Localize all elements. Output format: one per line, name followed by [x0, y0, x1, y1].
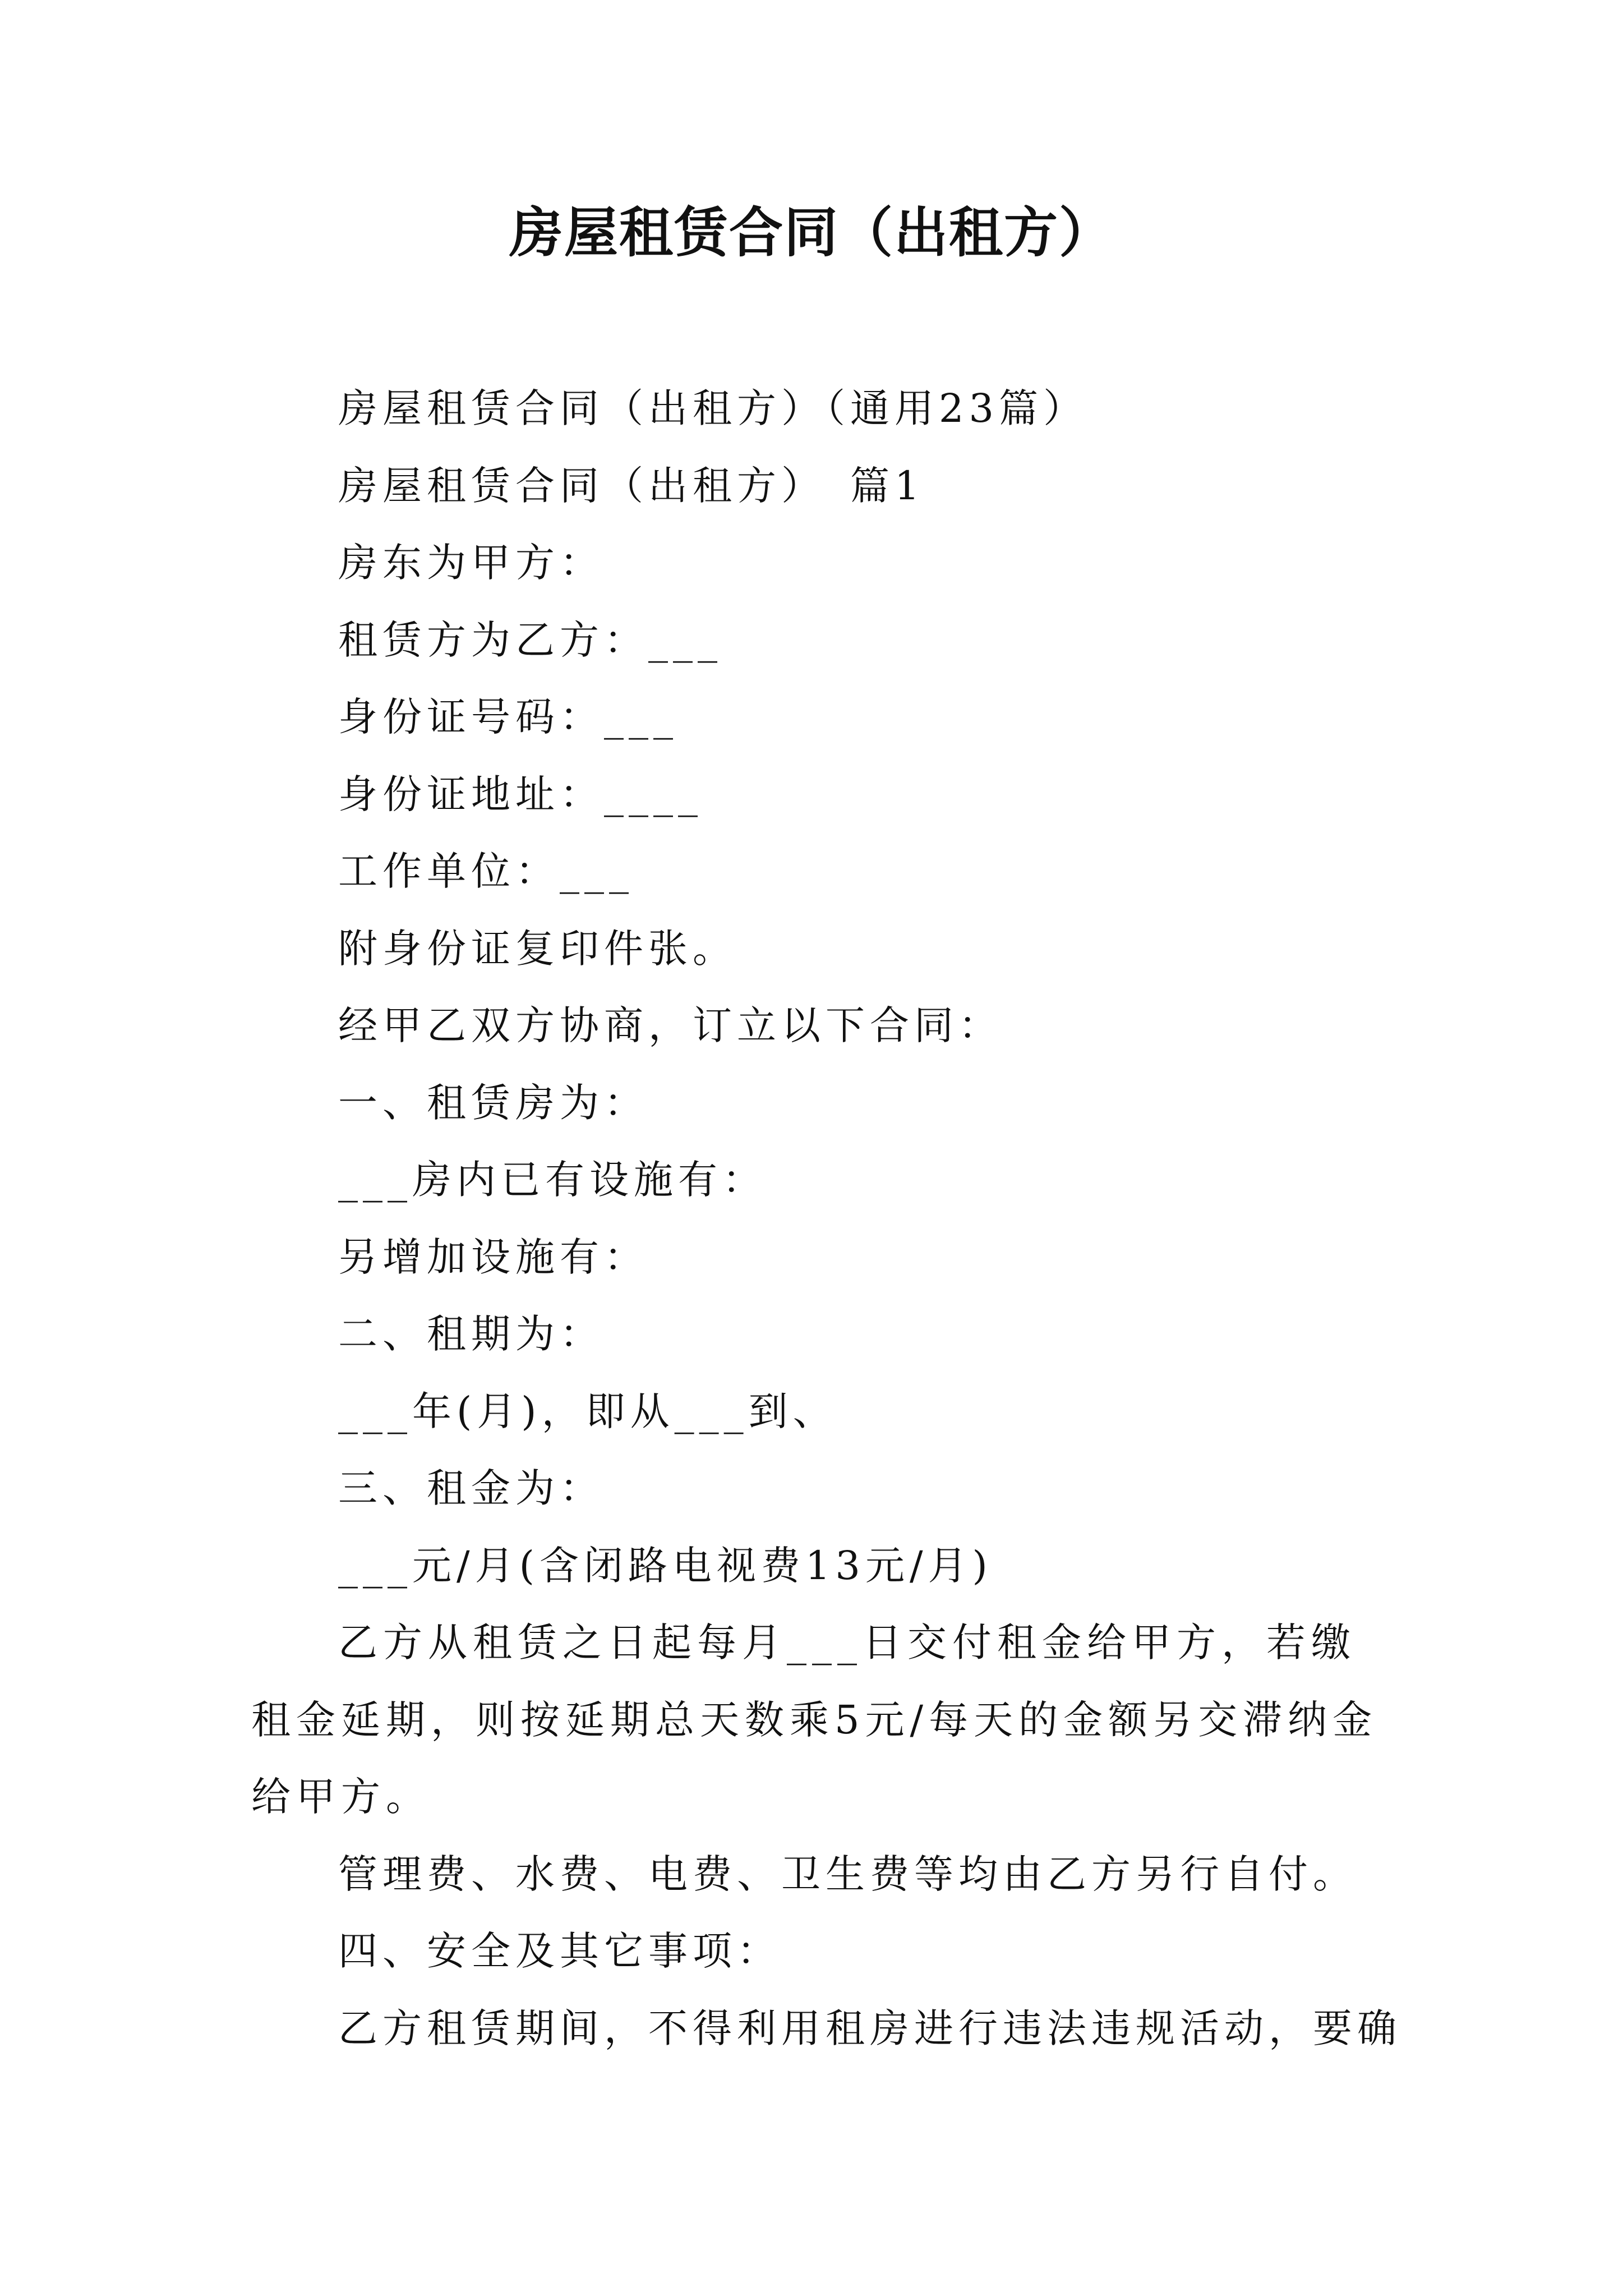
paragraph-employer: 工作单位：___ [338, 848, 634, 894]
paragraph-added-facilities: 另增加设施有： [338, 1234, 648, 1280]
paragraph-term-period: ___年(月)，即从___到、 [338, 1388, 837, 1434]
clause-heading-term: 二、租期为： [338, 1311, 604, 1357]
paragraph-fees: 管理费、水费、电费、卫生费等均由乙方另行自付。 [338, 1851, 1357, 1897]
paragraph-id-number: 身份证号码：___ [338, 694, 678, 740]
clause-heading-rent: 三、租金为： [338, 1465, 604, 1511]
document-title: 房屋租赁合同（出租方） [509, 201, 1114, 264]
paragraph-contract-heading: 房屋租赁合同（出租方）（通用23篇） [338, 385, 1088, 431]
paragraph-section-heading: 房屋租赁合同（出租方） 篇1 [338, 462, 925, 509]
paragraph-id-address: 身份证地址：____ [338, 771, 703, 817]
paragraph-safety: 乙方租赁期间，不得利用租房进行违法违规活动，要确 [338, 2005, 1401, 2051]
clause-heading-safety: 四、安全及其它事项： [338, 1928, 781, 1974]
paragraph-agreement: 经甲乙双方协商，订立以下合同： [338, 1002, 1003, 1048]
clause-heading-rental-property: 一、租赁房为： [338, 1079, 648, 1126]
paragraph-rent-amount: ___元/月(含闭路电视费13元/月) [338, 1542, 993, 1589]
paragraph-rent-payment: 乙方从租赁之日起每月___日交付租金给甲方，若缴租金延期，则按延期总天数乘5元/每天的金额另交滞纳金给甲方。 [251, 1619, 1378, 1820]
document-body [251, 370, 1401, 2067]
paragraph-id-copy: 附身份证复印件张。 [338, 925, 737, 972]
paragraph-existing-facilities: ___房内已有设施有： [338, 1157, 767, 1203]
paragraph-landlord: 房东为甲方： [338, 540, 604, 586]
paragraph-tenant: 租赁方为乙方：___ [338, 616, 722, 663]
